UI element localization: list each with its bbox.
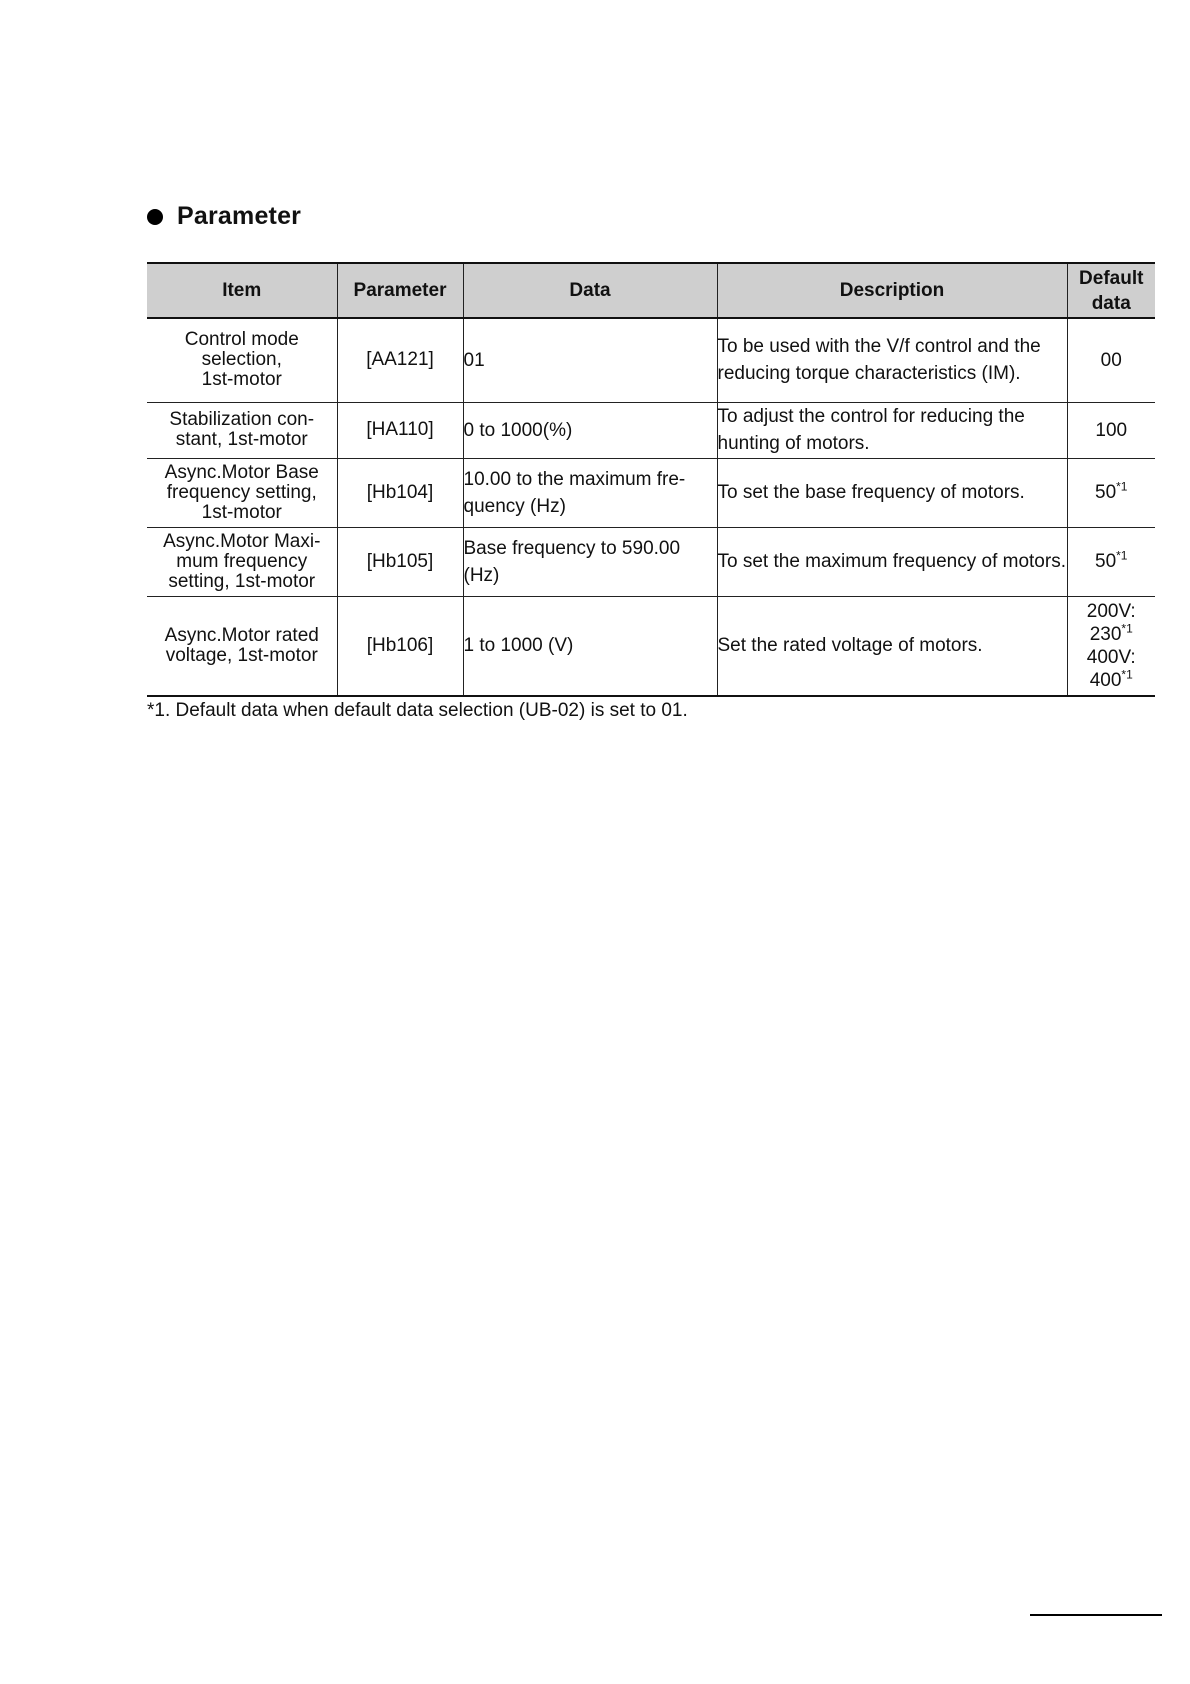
table-row xyxy=(147,402,1155,458)
cell-data: 1 to 1000 (V) xyxy=(463,596,717,696)
cell-description: To set the base frequency of motors. xyxy=(717,458,1067,527)
footnote-marker: *1 xyxy=(1116,548,1128,563)
footnote-marker: *1 xyxy=(1116,479,1128,494)
cell-description: To adjust the control for reducing the hunting of motors. xyxy=(717,402,1067,458)
cell-data: Base frequency to 590.00 (Hz) xyxy=(463,527,717,596)
default-value: 100 xyxy=(1095,419,1128,441)
item-line: 1st-motor xyxy=(201,501,282,523)
header-default-line1: Default xyxy=(1079,267,1144,289)
item-line: Stabilization con- xyxy=(169,409,315,430)
cell-default xyxy=(1067,596,1155,696)
table-row xyxy=(147,318,1155,402)
item-line: 1st-motor xyxy=(201,369,282,391)
default-line: 230 xyxy=(1089,623,1122,645)
cell-item xyxy=(147,458,337,527)
default-line: 200V: xyxy=(1086,600,1136,622)
table-row xyxy=(147,458,1155,527)
cell-parameter: [Hb104] xyxy=(337,458,463,527)
footnote-marker: *1 xyxy=(1121,621,1133,636)
section-title: Parameter xyxy=(177,202,302,230)
header-default-line2: data xyxy=(1091,292,1131,314)
default-value: 50 xyxy=(1095,482,1117,503)
default-value: 00 xyxy=(1100,349,1122,371)
cell-default xyxy=(1067,402,1155,458)
item-line: Control mode xyxy=(184,329,299,351)
cell-item xyxy=(147,596,337,696)
cell-default xyxy=(1067,458,1155,527)
bullet-icon xyxy=(147,209,163,225)
item-line: frequency setting, xyxy=(166,481,317,503)
cell-parameter: [Hb105] xyxy=(337,527,463,596)
header-description: Description xyxy=(717,263,1067,318)
page-footer-rule xyxy=(1030,1614,1162,1616)
item-line: Async.Motor Base xyxy=(164,461,319,483)
header-data: Data xyxy=(463,263,717,318)
table-footnote: *1. Default data when default data selection (UB-02) is set to 01. xyxy=(147,700,688,721)
cell-item xyxy=(147,402,337,458)
item-line: selection, xyxy=(201,349,282,371)
default-line: 400 xyxy=(1089,669,1122,691)
item-line: Async.Motor Maxi- xyxy=(163,530,321,552)
default-value: 50 xyxy=(1095,551,1117,572)
cell-item xyxy=(147,318,337,402)
table-row xyxy=(147,596,1155,696)
cell-item xyxy=(147,527,337,596)
header-default-data xyxy=(1067,263,1155,318)
table-header-row xyxy=(147,263,1155,318)
footnote-marker: *1 xyxy=(1121,667,1133,682)
table-row xyxy=(147,527,1155,596)
item-line: mum frequency xyxy=(176,550,308,572)
parameter-table xyxy=(147,262,1155,697)
item-line: voltage, 1st-motor xyxy=(165,644,318,666)
item-line: Async.Motor rated xyxy=(164,624,319,646)
cell-description: To be used with the V/f control and the reducing torque characteristics (IM). xyxy=(717,318,1067,402)
cell-default xyxy=(1067,318,1155,402)
header-item: Item xyxy=(147,263,337,318)
cell-data: 01 xyxy=(463,318,717,402)
cell-default xyxy=(1067,527,1155,596)
cell-description: To set the maximum frequency of motors. xyxy=(717,527,1067,596)
item-line: stant, 1st-motor xyxy=(175,429,308,450)
cell-parameter: [HA110] xyxy=(337,402,463,458)
cell-data: 0 to 1000(%) xyxy=(463,402,717,458)
header-parameter: Parameter xyxy=(337,263,463,318)
default-line: 400V: xyxy=(1086,646,1136,668)
cell-parameter: [AA121] xyxy=(337,318,463,402)
item-line: setting, 1st-motor xyxy=(168,570,316,592)
section-heading xyxy=(147,202,301,231)
cell-data: 10.00 to the maximum fre-quency (Hz) xyxy=(463,458,717,527)
cell-parameter: [Hb106] xyxy=(337,596,463,696)
cell-description: Set the rated voltage of motors. xyxy=(717,596,1067,696)
